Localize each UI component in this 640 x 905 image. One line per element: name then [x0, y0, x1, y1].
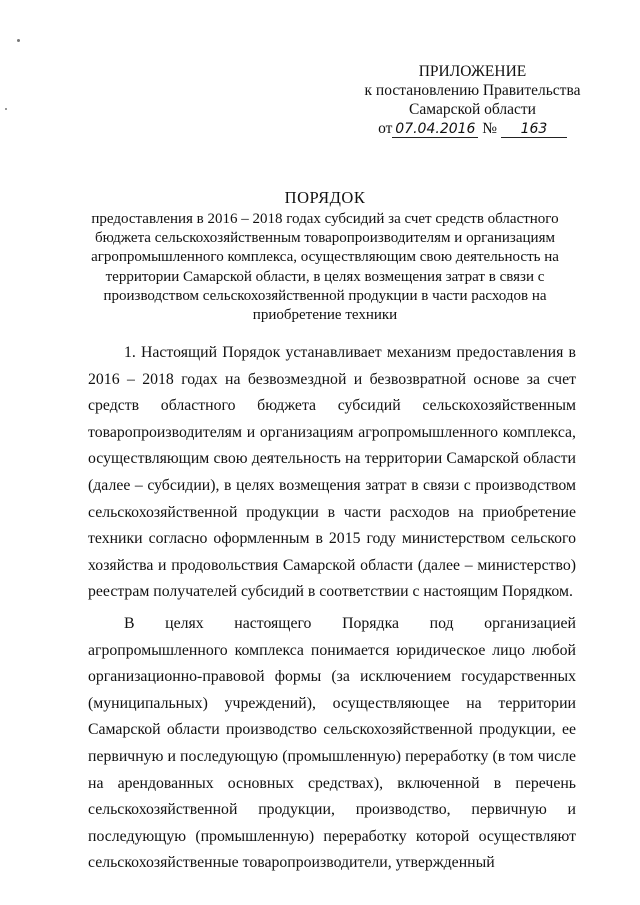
- date-prefix: от: [378, 120, 393, 137]
- paragraph-1: 1. Настоящий Порядок устанавливает механизм предоставления в 2016 – 2018 годах на безвозмездной и безвозвратной основе за счет средств областного бюджета субсидий сельскохозяйственным товаропроизводителям и организациям агропромышленного комплекса, осуществляющим свою деятельность на территории Самарской области (далее – субсидии), в целях возмещения затрат в связи с производством сельскохозяйственной продукции в части расходов на приобретение техники согласно оформленным в 2015 году министерством сельского хозяйства и продовольствия Самарской области (далее – министерство) реестрам получателей субсидий в соответствии с настоящим Порядком.: [88, 344, 576, 601]
- appendix-line-1: к постановлению Правительства: [364, 82, 581, 99]
- appendix-line-2: Самарской области: [409, 101, 536, 118]
- document-title: ПОРЯДОК: [284, 188, 366, 207]
- document-title-block: [80, 188, 570, 325]
- number-prefix: №: [482, 120, 498, 137]
- number-value: 163: [501, 122, 567, 138]
- document-body: [88, 340, 576, 882]
- scan-speck: [17, 39, 20, 42]
- paragraph-2: В целях настоящего Порядка под организацией агропромышленного комплекса понимается юридическое лицо любой организационно-правовой формы (за исключением государственных (муниципальных) учреждений), осуществляющее на территории Самарской области производство сельскохозяйственной продукции, ее первичную и последующую (промышленную) переработку (в том числе на арендованных основных средствах), включенной в перечень сельскохозяйственной продукции, производство, первичную и последующую (промышленную) переработку которой осуществляют сельскохозяйственные товаропроизводители, утвержденный: [88, 614, 576, 872]
- date-value: 07.04.2016: [392, 122, 478, 138]
- appendix-title: ПРИЛОЖЕНИЕ: [418, 63, 527, 80]
- appendix-date-line: [350, 119, 595, 138]
- document-subtitle: предоставления в 2016 – 2018 годах субсидий за счет средств областного бюджета сельскохозяйственным товаропроизводителям и организациям агропромышленного комплекса, осуществляющим свою деятельность на территории Самарской области, в целях возмещения затрат в связи с производством сельскохозяйственной продукции в части расходов на приобретение техники: [91, 211, 559, 324]
- scan-speck: [5, 108, 7, 110]
- appendix-header: [350, 62, 595, 138]
